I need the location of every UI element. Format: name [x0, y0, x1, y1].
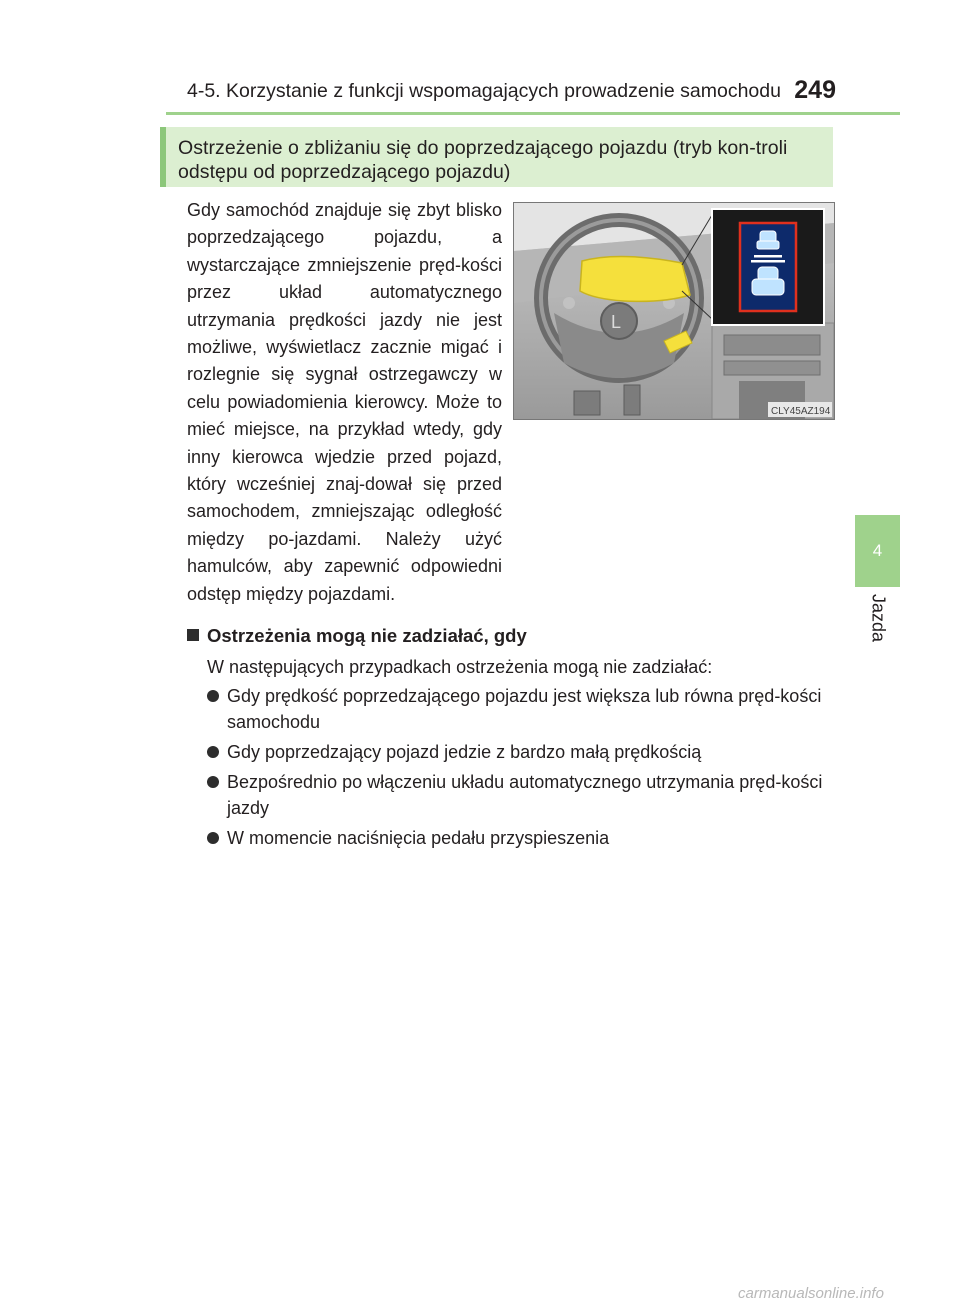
list-item: [207, 683, 833, 735]
chapter-label: Jazda: [868, 594, 889, 643]
running-header: 4-5. Korzystanie z funkcji wspomagających prowadzenie samochodu: [187, 80, 781, 102]
warnings-intro: W następujących przypadkach ostrzeżenia mogą nie zadziałać:: [207, 657, 713, 677]
list-item-text: Bezpośrednio po włączeniu układu automatycznego utrzymania pręd-kości jazdy: [227, 772, 823, 818]
dashboard-illustration: [513, 202, 835, 420]
page-number: 249: [794, 76, 836, 104]
section-heading-box: [160, 127, 833, 187]
list-item: [207, 769, 833, 821]
figure-code: CLY45AZ194: [771, 406, 831, 417]
svg-text:L: L: [611, 312, 622, 332]
chapter-tab: [855, 515, 900, 587]
body-paragraph: Gdy samochód znajduje się zbyt blisko poprzedzającego pojazdu, a wystarczające zmniejszenie pręd-kości przez układ automatycznego utrzymania prędkości jazdy nie jest możliwe, wyświetlacz zacznie migać i rozlegnie się sygnał ostrzegawczy w celu powiadomienia kierowcy. Może to mieć miejsce, na przykład wtedy, gdy inny kierowca wjedzie przed pojazd, który wcześniej znaj-dował się przed samochodem, zmniejszając odległość między po-jazdami. Należy użyć hamulców, aby zapewnić odpowiedni odstęp między pojazdami.: [187, 200, 502, 604]
list-item-text: W momencie naciśnięcia pedału przyspieszenia: [227, 828, 610, 848]
square-bullet-icon: [187, 629, 199, 641]
list-item-text: Gdy poprzedzający pojazd jedzie z bardzo małą prędkością: [227, 742, 702, 762]
section-title: Ostrzeżenie o zbliżaniu się do poprzedzającego pojazdu (tryb kon-troli odstępu od poprzedzającego pojazdu): [178, 137, 788, 183]
warnings-heading: [187, 625, 527, 647]
bullet-icon: [207, 746, 219, 758]
header-divider: [166, 112, 900, 115]
list-item: [207, 739, 833, 765]
warnings-heading-text: Ostrzeżenia mogą nie zadziałać, gdy: [207, 625, 527, 646]
list-item-text: Gdy prędkość poprzedzającego pojazdu jest większa lub równa pręd-kości samochodu: [227, 686, 822, 732]
bullet-icon: [207, 776, 219, 788]
bullet-icon: [207, 832, 219, 844]
warnings-list: [207, 683, 833, 855]
list-item: [207, 825, 833, 851]
bullet-icon: [207, 690, 219, 702]
watermark: carmanualsonline.info: [738, 1285, 884, 1302]
chapter-number: 4: [872, 541, 883, 560]
